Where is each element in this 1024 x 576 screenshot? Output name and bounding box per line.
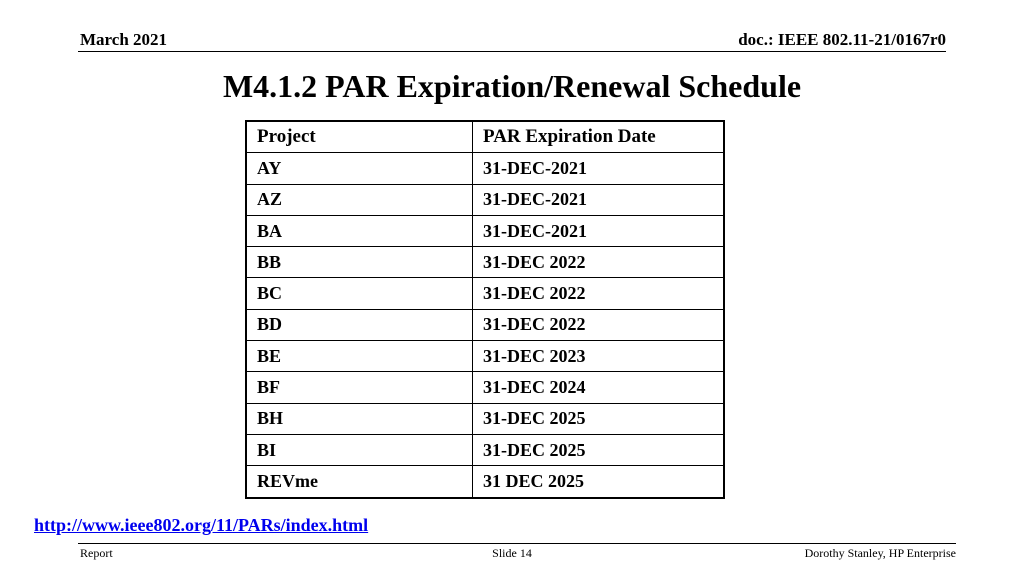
table-row [247,403,724,434]
footer-divider [78,543,956,544]
expiration-date-cell: 31-DEC-2021 [473,184,724,215]
page-title: M4.1.2 PAR Expiration/Renewal Schedule [222,68,802,104]
table-header-row [247,122,724,153]
table-row [247,372,724,403]
column-header-expiration-date: PAR Expiration Date [473,122,724,153]
par-expiration-table [246,121,724,498]
footer-report-label: Report [80,546,113,560]
table-row [247,466,724,497]
par-index-link[interactable]: http://www.ieee802.org/11/PARs/index.html [34,515,369,535]
project-cell: BF [247,372,473,403]
project-cell: BA [247,215,473,246]
table-row [247,341,724,372]
project-cell: BI [247,434,473,465]
footer-author: Dorothy Stanley, HP Enterprise [804,546,956,560]
project-cell: BB [247,247,473,278]
project-cell: BD [247,309,473,340]
table-row [247,184,724,215]
header-divider [78,51,946,52]
table-row [247,278,724,309]
header-date: March 2021 [80,30,168,49]
expiration-date-cell: 31-DEC 2025 [473,434,724,465]
table-row [247,215,724,246]
expiration-date-cell: 31-DEC 2025 [473,403,724,434]
expiration-date-cell: 31-DEC 2023 [473,341,724,372]
expiration-date-cell: 31-DEC 2024 [473,372,724,403]
expiration-date-cell: 31-DEC-2021 [473,215,724,246]
project-cell: BH [247,403,473,434]
project-cell: BE [247,341,473,372]
project-cell: REVme [247,466,473,497]
project-cell: AZ [247,184,473,215]
project-cell: BC [247,278,473,309]
expiration-date-cell: 31-DEC 2022 [473,278,724,309]
expiration-date-cell: 31-DEC-2021 [473,153,724,184]
column-header-project: Project [247,122,473,153]
table-row [247,247,724,278]
project-cell: AY [247,153,473,184]
expiration-date-cell: 31 DEC 2025 [473,466,724,497]
header-doc-id: doc.: IEEE 802.11-21/0167r0 [738,30,946,49]
expiration-date-cell: 31-DEC 2022 [473,309,724,340]
table-row [247,309,724,340]
table-row [247,153,724,184]
slide-number: Slide 14 [492,546,532,560]
table-row [247,434,724,465]
expiration-date-cell: 31-DEC 2022 [473,247,724,278]
